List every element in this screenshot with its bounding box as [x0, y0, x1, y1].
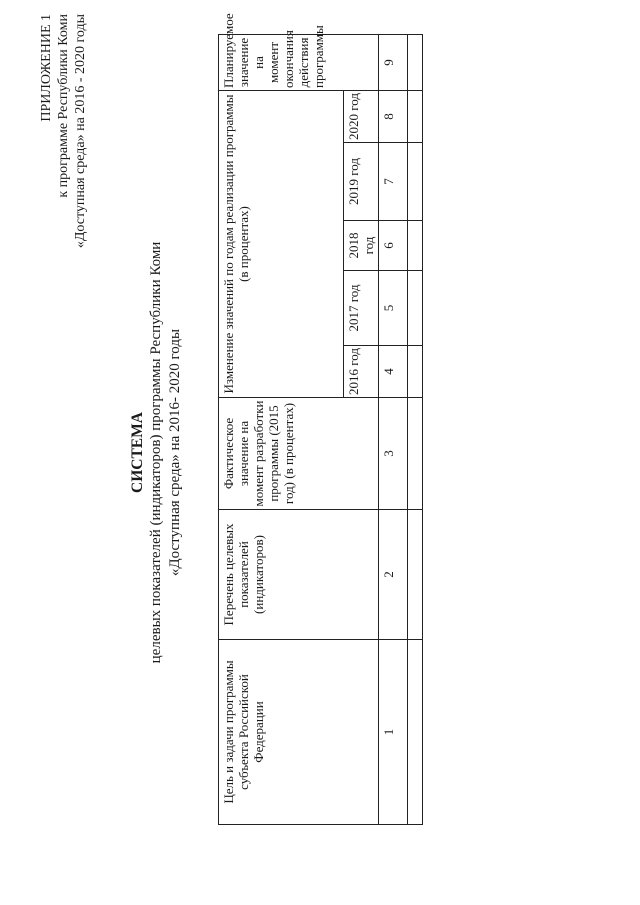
document-subtitle: целевых показателей (индикаторов) программы Республики Коми — [148, 241, 164, 664]
table-cell — [408, 346, 423, 398]
header-year-2017: 2017 год — [344, 271, 379, 346]
column-number: 1 — [379, 640, 408, 825]
table-cell — [408, 640, 423, 825]
column-number: 3 — [379, 398, 408, 510]
document-subtitle-program: «Доступная среда» на 2016- 2020 годы — [167, 328, 183, 577]
column-number: 2 — [379, 510, 408, 640]
table-cell — [408, 271, 423, 346]
column-number: 6 — [379, 221, 408, 271]
header-year-2019: 2019 год — [344, 143, 379, 221]
header-actual-value: Фактическое значение на момент разработки программы (2015 год) (в процентах) — [219, 398, 379, 510]
table-blank-row — [408, 34, 423, 824]
appendix-program: к программе Республики Коми — [56, 14, 71, 198]
appendix-title: ПРИЛОЖЕНИЕ 1 — [39, 14, 54, 122]
column-number: 8 — [379, 90, 408, 142]
appendix-header — [38, 14, 89, 248]
header-yearly-change: Изменение значений по годам реализации программы (в процентах) — [219, 90, 344, 397]
document-heading: СИСТЕМА — [129, 412, 146, 493]
header-goal: Цель и задачи программы субъекта Российской Федерации — [219, 640, 379, 825]
table-cell — [408, 221, 423, 271]
appendix-program-name: «Доступная среда» на 2016 - 2020 годы — [73, 14, 88, 249]
table-cell — [408, 398, 423, 510]
document-title-block — [128, 0, 185, 905]
table-cell — [408, 90, 423, 142]
header-planned-value: Планируемое значение на момент окончания действия программы — [219, 34, 379, 90]
table-cell — [408, 143, 423, 221]
header-year-2016: 2016 год — [344, 346, 379, 398]
column-number-row — [379, 34, 408, 824]
column-number: 5 — [379, 271, 408, 346]
column-number: 9 — [379, 34, 408, 90]
indicators-table — [218, 13, 423, 825]
table-cell — [408, 34, 423, 90]
header-year-2020: 2020 год — [344, 90, 379, 142]
table-header-row — [219, 34, 344, 824]
header-indicators: Перечень целевых показателей (индикаторов) — [219, 510, 379, 640]
column-number: 7 — [379, 143, 408, 221]
header-year-2018: 2018 год — [344, 221, 379, 271]
column-number: 4 — [379, 346, 408, 398]
table-cell — [408, 510, 423, 640]
